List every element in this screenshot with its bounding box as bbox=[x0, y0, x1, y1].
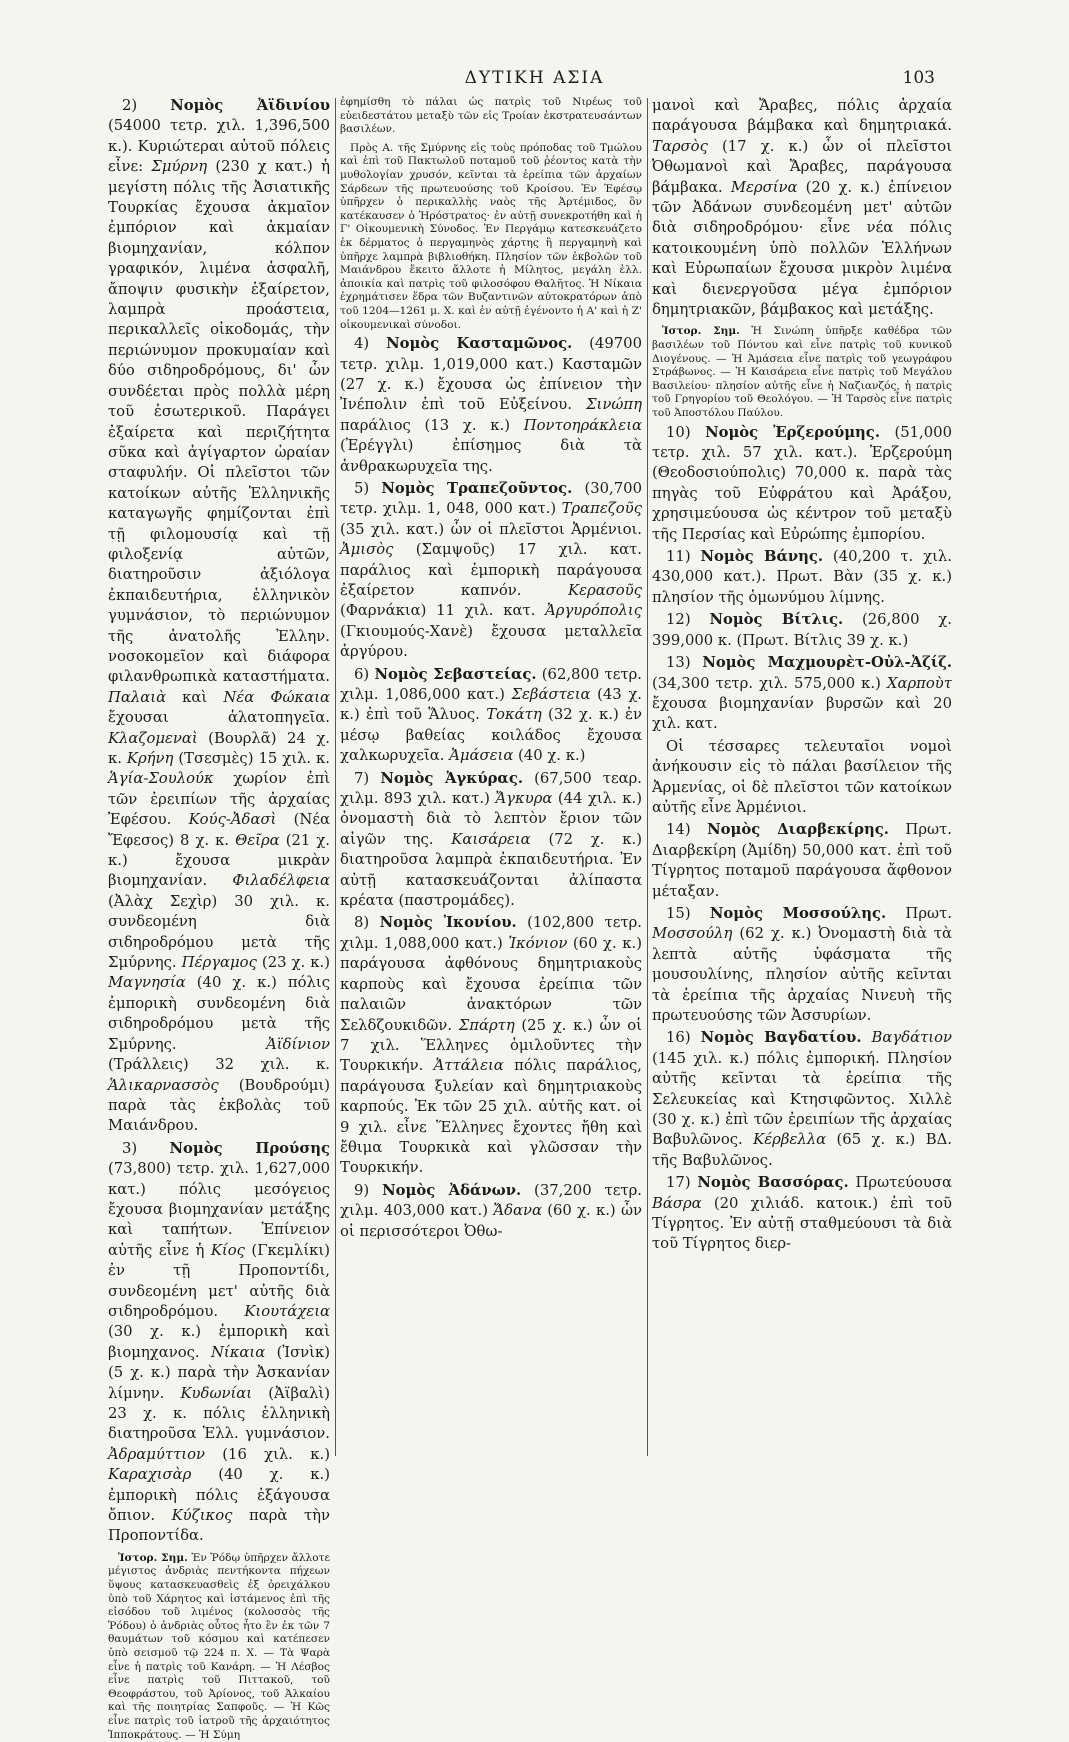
text-run: παράλιος (13 χ. κ.) bbox=[340, 416, 524, 434]
text-run: (67,500 τεαρ. χιλμ. 893 χιλ. κατ.) bbox=[340, 769, 643, 808]
place-name: Μαγνησία bbox=[108, 974, 186, 992]
historical-note bbox=[340, 96, 642, 137]
text-run: (73,800) τετρ. χιλ. 1,627,000 κατ.) πόλις μεσόγειος ἔχουσα βιομηχανίαν μετάξης καὶ ταπήτων. Ἐπίνειον αὐτῆς εἶνε ἡ bbox=[108, 1160, 330, 1259]
place-name: Κλαζομεναὶ bbox=[108, 729, 198, 747]
text-paragraph bbox=[652, 610, 952, 651]
place-name: Ποντοηράκλεια bbox=[523, 416, 642, 434]
place-name: Κίος bbox=[210, 1241, 245, 1259]
text-run: (Τράλλεις) 32 χιλ. κ. bbox=[108, 1056, 330, 1074]
text-run: (Σαμψοῦς) 17 χιλ. κατ. παράλιος καὶ ἐμπορικὴ παράγουσα ἐξαίρετον καπνόν. bbox=[340, 541, 642, 599]
text-run: 8) bbox=[354, 914, 380, 932]
text-run: (54000 τετρ. χιλ. 1,396,500 κ.). Κυριώτεραι αὐτοῦ πόλεις εἶνε: bbox=[108, 117, 330, 176]
place-name: Πέργαμος bbox=[181, 954, 257, 972]
place-name: Σμύρνη bbox=[151, 158, 208, 176]
text-run: (20 χ. κ.) ἐπίνειον τῶν Ἀδάνων συνδεομένη μετ' αὐτῶν διὰ σιδηροδρόμου· εἶνε νέα πόλις κατοικουμένη ὑπὸ πολλῶν Ἑλλήνων καὶ Εὐρωπαίων ἔχουσα μικρὸν λιμένα καὶ διενεργοῦσα μέγα ἐμπόριον δημητριακῶν, βάμβακος καὶ μετάξης. bbox=[652, 178, 952, 319]
text-run: (30 χ. κ.) ἐμπορικὴ καὶ βιομηχανος. bbox=[108, 1323, 330, 1361]
text-paragraph bbox=[108, 96, 330, 1137]
text-run: (26,800 χ. 399,000 κ. (Πρωτ. Βίτλις 39 χ. κ.) bbox=[652, 611, 953, 649]
text-run: (49700 τετρ. χιλμ. 1,019,000 κατ.) Κασταμῶν (27 χ. κ.) ἔχουσα ὡς ἐπίνειον τὴν Ἰνέπολιν ἐπὶ τοῦ Εὐξείνου. bbox=[340, 335, 642, 414]
text-run: (40 χ. κ.) ἐμπορικὴ πόλις ἐξάγουσα ὄπιον. bbox=[108, 1466, 330, 1525]
text-run: (51,000 τετρ. χιλ. 57 χιλ. κατ.). Ἐρζερούμη (Θεοδοσιούπολις) 70,000 κ. παρὰ τὰς πηγὰς τοῦ Εὐφράτου καὶ Ἀράξου, χρησιμεύουσα ὡς κέντρον τοῦ μεταξὺ τῆς Περσίας καὶ Εὐρώπης ἐμπορίου. bbox=[652, 423, 952, 543]
place-name: Κούς-Ἀδασὶ bbox=[188, 811, 277, 829]
text-run: καὶ bbox=[166, 688, 224, 706]
place-name: Μοσσούλη bbox=[652, 925, 733, 943]
historical-note bbox=[340, 142, 642, 332]
text-run: (Ἀλὰχ Σεχὶρ) 30 χιλ. κ. συνδεομένη διὰ σιδηροδρόμου μετὰ τῆς Σμύρνης. bbox=[108, 892, 330, 972]
section-heading: Νομὸς Ἰκονίου. bbox=[379, 914, 517, 932]
section-heading: Νομὸς Ἀγκύρας. bbox=[380, 769, 523, 787]
place-name: Ἀμισὸς bbox=[340, 541, 394, 559]
place-name: Νέα Φώκαια bbox=[223, 688, 330, 706]
text-run: (65 χ. κ.) ΒΔ. τῆς Βαβυλῶνος. bbox=[652, 1131, 952, 1169]
text-run: μανοὶ καὶ Ἄραβες, πόλις ἀρχαία παράγουσα βάμβακα καὶ δημητριακά. bbox=[652, 97, 952, 135]
text-run: 10) bbox=[666, 423, 706, 441]
text-paragraph bbox=[340, 1181, 642, 1242]
text-run bbox=[861, 1029, 871, 1046]
place-name: Κύζικος bbox=[171, 1507, 233, 1525]
text-run: (72 χ. κ.) διατηροῦσα λαμπρὰ ἐκπαιδευτήρια. Ἐν αὐτῇ κατασκευάζονται ἀλίπαστα κρέατα (παστρομάδες). bbox=[340, 830, 642, 910]
text-paragraph bbox=[652, 1028, 952, 1171]
text-paragraph bbox=[652, 96, 952, 320]
place-name: Ἀμάσεια bbox=[449, 747, 514, 765]
section-heading: Νομὸς Ἀϊδινίου bbox=[170, 97, 330, 114]
place-name: Ἀδραμύττιον bbox=[108, 1445, 205, 1463]
historical-note bbox=[652, 325, 952, 420]
place-name: Καισάρεια bbox=[451, 830, 531, 848]
text-run: (Γκεμλίκι) ἐν τῇ Προποντίδι, συνδεομένη μετ' αὐτῆς διὰ σιδηροδρόμου. bbox=[108, 1241, 331, 1320]
text-run: ἔχουσα βιομηχανίαν βυρσῶν καὶ 20 χιλ. κατ. bbox=[652, 694, 952, 733]
text-paragraph bbox=[340, 913, 642, 1178]
place-name: Σινώπη bbox=[586, 396, 642, 414]
section-heading: Νομὸς Ἐρζερούμης. bbox=[705, 423, 880, 441]
text-run: (16 χιλ. κ.) bbox=[204, 1445, 330, 1463]
text-run: 14) bbox=[666, 821, 708, 839]
text-run: 2) bbox=[122, 97, 171, 114]
text-run: (34,300 τετρ. χιλ. 575,000 κ.) bbox=[652, 674, 887, 692]
text-run: 15) bbox=[666, 904, 710, 922]
place-name: Παλαιὰ bbox=[108, 688, 167, 706]
place-name: Τοκάτη bbox=[486, 706, 542, 724]
column-divider bbox=[335, 98, 336, 1456]
text-run: ἔχουσαι ἁλατοπηγεῖα. bbox=[108, 709, 330, 727]
section-heading: Ἱστορ. Σημ. bbox=[662, 325, 740, 338]
place-name: Χαρποὺτ bbox=[886, 674, 952, 692]
text-run: 4) bbox=[354, 335, 387, 353]
text-run: (Τσεσμὲς) 15 χιλ. κ. bbox=[173, 750, 331, 767]
text-paragraph bbox=[652, 737, 952, 819]
text-run: χωρίον ἐπὶ τῶν ἐρειπίων τῆς ἀρχαίας Ἐφέσου. bbox=[108, 770, 330, 829]
text-run: πόλις παράλιος, παράγουσα ξυλείαν καὶ δημητριακοὺς καρπούς. Ἐκ τῶν 25 χιλ. αὐτῆς κατ. οἱ 9 χιλ. εἶνε Ἕλληνες ἔχοντες ἤθη καὶ ἔθιμα Τουρκικὰ καὶ γλῶσσαν τὴν Τουρκικήν. bbox=[340, 1057, 642, 1177]
text-run: (Ἰσνὶκ) (5 χ. κ.) παρὰ τὴν Ἀσκανίαν λίμνην. bbox=[108, 1343, 330, 1402]
text-run: (25 χ. κ.) ὧν οἱ 7 χιλ. Ἕλληνες ὁμιλοῦντες τὴν Τουρκικήν. bbox=[340, 1016, 642, 1075]
column-divider bbox=[647, 98, 648, 1456]
text-run: (62 χ. κ.) Ὀνομαστὴ διὰ τὰ λεπτὰ αὐτῆς ὑφάσματα τῆς μουσουλίνης, πλησίον αὐτῆς κεῖνται τὰ ἐρείπια τῆς ἀρχαίας Νινευὴ τῆς πρωτευούσης τῶν Ἀσσυρίων. bbox=[652, 925, 952, 1024]
section-heading: Νομὸς Προύσης bbox=[169, 1139, 330, 1157]
text-run: (62,800 τετρ. χιλμ. 1,086,000 κατ.) bbox=[340, 665, 642, 703]
place-name: Κυδωνίαι bbox=[180, 1384, 253, 1402]
place-name: Μερσίνα bbox=[730, 178, 798, 196]
text-run: (Νέα Ἔφεσος) 8 χ. κ. bbox=[108, 811, 330, 849]
text-run: Ἡ Σινώπη ὑπῆρξε καθέδρα τῶν βασιλέων τοῦ Πόντου καὶ εἶνε πατρὶς τοῦ κυνικοῦ Διογένους. — Ἡ Ἀμάσεια εἶνε πατρὶς τοῦ γεωγράφου Στράβωνος. — Ἡ Καισάρεια εἶνε πατρὶς τοῦ Μεγάλου Βασιλείου· πλησίον αὐτῆς εἶνε ἡ Ναζιανζός, ἡ πατρὶς τοῦ Γρηγορίου τοῦ Θεολόγου. — Ἡ Ταρσὸς εἶνε πατρὶς τοῦ Ἀποστόλου Παύλου. bbox=[652, 325, 952, 420]
text-paragraph bbox=[652, 653, 952, 735]
section-heading: Ἱστορ. Σημ. bbox=[118, 1551, 188, 1564]
place-name: Ἀργυρόπολις bbox=[545, 602, 642, 620]
text-paragraph bbox=[652, 1173, 952, 1255]
section-heading: Νομὸς Μοσσούλης. bbox=[709, 904, 887, 922]
section-heading: Νομὸς Βίτλις. bbox=[709, 611, 844, 629]
place-name: Φιλαδέλφεια bbox=[232, 872, 330, 890]
place-name: Σεβάστεια bbox=[511, 686, 591, 703]
text-run: (32 χ. κ.) ἐν μέσῳ βαθείας κοιλάδος ἔχουσα χαλκωρυχεῖα. bbox=[340, 706, 642, 765]
place-name: Καραχισὰρ bbox=[108, 1466, 192, 1484]
place-name: Ἄδανα bbox=[493, 1202, 543, 1220]
text-run: 3) bbox=[122, 1139, 170, 1157]
text-run: 16) bbox=[666, 1029, 701, 1047]
text-run: (Βουρλᾶ) 24 χ. κ. bbox=[108, 729, 330, 767]
section-heading: Νομὸς Κασταμῶνος. bbox=[386, 335, 573, 353]
place-name: Σπάρτη bbox=[458, 1016, 515, 1034]
text-column-3 bbox=[652, 96, 952, 1460]
text-run: (102,800 τετρ. χιλμ. 1,088,000 κατ.) bbox=[340, 914, 642, 952]
page-header bbox=[0, 68, 1069, 98]
place-name: Ἰκόνιον bbox=[508, 934, 568, 952]
text-paragraph bbox=[652, 904, 952, 1026]
text-run: Πρὸς Α. τῆς Σμύρνης εἰς τοὺς πρόποδας τοῦ Τμώλου καὶ ἐπὶ τοῦ Πακτωλοῦ ποταμοῦ τοῦ ῥέοντος κατὰ τὴν μυθολογίαν χρυσόν, κεῖνται τὰ ἐρείπια τῶν ἀρχαίων Σάρδεων τῆς πρωτευούσης τοῦ Κροίσου. Ἐν Ἐφέσῳ ὑπῆρχεν ὁ περικαλλὴς ναὸς τῆς Ἀρτέμιδος, ὃν κατέκαυσεν ὁ Ἡρόστρατος· ἐν αὐτῇ συνεκροτήθη καὶ ἡ Γ' Οἰκουμενικὴ Σύνοδος. Ἐν Περγάμῳ κατεσκευάζετο ἐκ δέρματος ὁ περγαμηνὸς χάρτης ἢ περγαμηνὴ καὶ ὑπῆρχε λαμπρὰ βιβλιοθήκη. Πλησίον τῶν ἐκβολῶν τοῦ Μαιάνδρου ἔκειτο ἄλλοτε ἡ Μίλητος, μεγάλη ἑλλ. ἀποικία καὶ πατρὶς τοῦ φιλοσόφου Θαλῆτος. Ἡ Νίκαια ἐχρημάτισεν ἕδρα τῶν Βυζαντινῶν αὐτοκρατόρων ἀπὸ τοῦ 1204—1261 μ. Χ. καὶ ἐν αὐτῇ ἐγένοντο ἡ Α' καὶ ἡ Ζ' οἰκουμενικαὶ σύνοδοι. bbox=[340, 141, 642, 331]
text-paragraph bbox=[340, 479, 642, 663]
text-run: (230 χ κατ.) ἡ μεγίστη πόλις τῆς Ἀσιατικῆς Τουρκίας ἔχουσα ἀκμαῖον ἐμπόριον καὶ ἀκμαίαν βιομηχανίαν, κόλπον γραφικόν, λιμένα ἀσφαλῆ, ἄποψιν φυσικὴν ἐξαίρετον, λαμπρὰ προάστεια, περικαλλεῖς οἰκοδομάς, τὴν περιώνυμον προκυμαίαν καὶ δύο σιδηροδρόμους, δι' ὧν συνδέεται πρὸς πολλὰ μέρη τοῦ ἐσωτερικοῦ. Παράγει ἐξαίρετα καὶ περιζήτητα σῦκα καὶ ἀγίγαρτον ὡραίαν σταφυλήν. Οἱ πλεῖστοι τῶν κατοίκων αὐτῆς Ἑλληνικῆς καταγωγῆς φημίζονται ἐπὶ τῇ φιλομουσίᾳ καὶ τῇ φιλοξενίᾳ αὐτῶν, διατηροῦσιν ἀξιόλογα ἐκπαιδευτήρια, ἑλληνικὸν γυμνάσιον, τὸ περιώνυμον τῆς ἀνατολῆς Ἑλλην. νοσοκομεῖον καὶ διάφορα φιλανθρωπικὰ καταστήματα. bbox=[108, 158, 330, 686]
text-run: (44 χιλ. κ.) ὀνομαστὴ διὰ τὸ λεπτὸν ἔριον τῶν αἰγῶν της. bbox=[340, 790, 642, 848]
place-name: Κιουτάχεια bbox=[244, 1302, 330, 1320]
section-heading: Νομὸς Ἀδάνων. bbox=[382, 1181, 522, 1199]
text-paragraph bbox=[340, 665, 642, 767]
section-heading: Νομὸς Διαρβεκίρης. bbox=[707, 821, 889, 839]
text-run: 11) bbox=[666, 548, 701, 566]
place-name: Κέρβελλα bbox=[753, 1131, 827, 1149]
place-name: Θεῖρα bbox=[235, 831, 280, 849]
text-run: (Ἀϊβαλὶ) 23 χ. κ. πόλις ἑλληνικὴ διατηροῦσα Ἑλλ. γυμνάσιον. bbox=[108, 1384, 330, 1443]
place-name: Ταρσὸς bbox=[652, 137, 708, 155]
text-run: 6) bbox=[354, 665, 375, 683]
text-run: Πρωτεύουσα bbox=[848, 1174, 952, 1192]
text-run: (20 χιλιάδ. κατοικ.) ἐπὶ τοῦ Τίγρητος. Ἐν αὐτῇ σταθμεύουσι τὰ διὰ τοῦ Τίγρητος διερ- bbox=[652, 1194, 952, 1253]
text-run: (Ἐρέγγλι) ἐπίσημος διὰ τὰ ἀνθρακωρυχεῖα της. bbox=[340, 437, 642, 475]
section-heading: Νομὸς Τραπεζοῦντος. bbox=[381, 479, 573, 497]
text-run: (40,200 τ. χιλ. 430,000 κατ.). Πρωτ. Βὰν (35 χ. κ.) πλησίον τῆς ὁμωνύμου λίμνης. bbox=[652, 548, 952, 606]
text-run: 9) bbox=[354, 1181, 383, 1199]
text-run: (60 χ. κ.) ὧν οἱ περισσότεροι Ὀθω- bbox=[340, 1202, 643, 1240]
place-name: Νίκαια bbox=[210, 1343, 266, 1361]
text-run: (40 χ. κ.) πόλις ἐμπορικὴ συνδεομένη διὰ σιδηροδρόμου μετὰ τῆς Σμύρνης. bbox=[108, 974, 330, 1053]
section-heading: Νομὸς Μαχμουρὲτ-Οὐλ-Ἀζίζ. bbox=[702, 654, 952, 672]
text-run: (145 χιλ. κ.) πόλις ἐμπορική. Πλησίον αὐτῆς κεῖνται τὰ ἐρείπια τῆς Σελευκείας καὶ Κτησιφῶντος. Χιλλὲ (30 χ. κ.) ἐπὶ τῶν ἐρειπίων τῆς ἀρχαίας Βαβυλῶνος. bbox=[652, 1049, 952, 1149]
text-run: (Γκιουμούς-Χανὲ) ἔχουσα μεταλλεῖα ἀργύρου. bbox=[340, 622, 642, 661]
text-paragraph bbox=[652, 423, 952, 545]
text-paragraph bbox=[340, 334, 642, 477]
text-run: (Φαρνάκια) 11 χιλ. κατ. bbox=[340, 602, 546, 620]
section-heading: Νομὸς Σεβαστείας. bbox=[374, 665, 537, 683]
text-run: Ἐν Ῥόδῳ ὑπῆρχεν ἄλλοτε μέγιστος ἀνδριὰς πεντήκοντα πήχεων ὕψους κατασκευασθεὶς ἐξ ὀρειχάλκου ὑπὸ τοῦ Χάρητος καὶ ἱστάμενος ἐπὶ τῆς εἰσόδου τοῦ λιμένος (κολοσσὸς τῆς Ῥόδου) ὁ ἀνδριὰς οὗτος ἦτο ἓν ἐκ τῶν 7 θαυμάτων τοῦ κόσμου καὶ κατέπεσεν ὑπὸ σεισμοῦ τῷ 224 π. Χ. — Τὰ Ψαρὰ εἶνε ἡ πατρὶς τοῦ Κανάρη. — Ἡ Λέσβος εἶνε πατρὶς τοῦ Πιττακοῦ, τοῦ Θεοφράστου, τοῦ Ἀρίονος, τοῦ Ἀλκαίου καὶ τῆς ποιητρίας Σαπφοῦς. — Ἡ Κῶς εἶνε πατρὶς τοῦ ἰατροῦ τῆς ἀρχαιότητος Ἱπποκράτους. — Ἡ Σύμη bbox=[108, 1551, 330, 1741]
text-column-1 bbox=[108, 96, 331, 1741]
text-run: (23 χ. κ.) bbox=[256, 954, 331, 972]
text-column-2 bbox=[340, 96, 642, 1460]
text-run: (60 χ. κ.) παράγουσα ἀφθόνους δημητριακοὺς καρποὺς καὶ ἔχουσα ἐρείπια τῶν παλαιῶν ἀνακτόρων τῶν Σελδζουκιδῶν. bbox=[340, 934, 642, 1034]
place-name: Τραπεζοῦς bbox=[561, 500, 642, 518]
text-run: παρὰ τὴν Προποντίδα. bbox=[108, 1507, 330, 1545]
text-run: (21 χ. κ.) ἔχουσα μικρὰν βιομηχανίαν. bbox=[108, 831, 330, 890]
section-heading: Νομὸς Βαγδατίου. bbox=[700, 1029, 862, 1047]
text-run: (17 χ. κ.) ὧν οἱ πλεῖστοι Ὀθωμανοὶ καὶ Ἄραβες, παράγουσα βάμβακα. bbox=[652, 137, 952, 196]
text-run: 7) bbox=[354, 769, 381, 787]
text-run: 5) bbox=[354, 479, 382, 497]
text-run: (37,200 τετρ. χιλμ. 403,000 κατ.) bbox=[340, 1181, 642, 1220]
text-run: (35 χιλ. κατ.) ὧν οἱ πλεῖστοι Ἀρμένιοι. bbox=[340, 520, 642, 538]
text-run: (40 χ. κ.) bbox=[513, 747, 586, 765]
text-run: (30,700 τετρ. χιλμ. 1, 048, 000 κατ.) bbox=[340, 479, 642, 518]
place-name: Ἄγκυρα bbox=[495, 790, 553, 808]
section-heading: Νομὸς Βάνης. bbox=[700, 548, 824, 566]
place-name: Βαγδάτιον bbox=[871, 1029, 952, 1047]
text-paragraph bbox=[652, 820, 952, 902]
place-name: Ἀϊδίνιον bbox=[266, 1035, 330, 1053]
text-paragraph bbox=[108, 1139, 330, 1547]
place-name: Ἁγία-Σουλούκ bbox=[108, 770, 214, 788]
text-run: Πρωτ. bbox=[886, 904, 952, 922]
place-name: Ἀττάλεια bbox=[433, 1057, 504, 1075]
text-run: 12) bbox=[666, 611, 710, 629]
running-title: ΔΥΤΙΚΗ ΑΣΙΑ bbox=[464, 68, 605, 88]
place-name: Ἁλικαρνασσὸς bbox=[108, 1076, 219, 1094]
text-paragraph bbox=[340, 769, 642, 912]
text-run: ἐφημίσθη τὸ πάλαι ὡς πατρὶς τοῦ Νιρέως τοῦ εὐειδεστάτου μεταξὺ τῶν εἰς Τροίαν ἐκστρατευσάντων βασιλέων. bbox=[340, 96, 642, 136]
text-run: (Βουδρούμι) παρὰ τὰς ἐκβολὰς τοῦ Μαιάνδρου. bbox=[108, 1076, 330, 1135]
section-heading: Νομὸς Βασσόρας. bbox=[697, 1174, 849, 1192]
place-name: Βάσρα bbox=[652, 1194, 702, 1212]
text-run: 17) bbox=[666, 1174, 698, 1192]
text-run: Πρωτ. Διαρβεκίρη (Ἀμίδη) 50,000 κατ. ἐπὶ τοῦ Τίγρητος ποταμοῦ παράγουσα ἄφθονον μέταξαν. bbox=[652, 821, 952, 900]
place-name: Κρήνη bbox=[126, 750, 174, 767]
text-run: 13) bbox=[666, 654, 703, 672]
page-number: 103 bbox=[902, 68, 935, 88]
place-name: Κερασοῦς bbox=[568, 581, 642, 599]
text-run: (43 χ. κ.) ἐπὶ τοῦ Ἅλυος. bbox=[340, 686, 642, 724]
text-run: Οἱ τέσσαρες τελευταῖοι νομοὶ ἀνήκουσιν εἰς τὸ πάλαι βασίλειον τῆς Ἀρμενίας, οἱ δὲ πλεῖστοι τῶν κατοίκων αὐτῆς εἶνε Ἀρμένιοι. bbox=[652, 737, 952, 816]
text-paragraph bbox=[652, 547, 952, 608]
historical-note bbox=[108, 1552, 330, 1742]
